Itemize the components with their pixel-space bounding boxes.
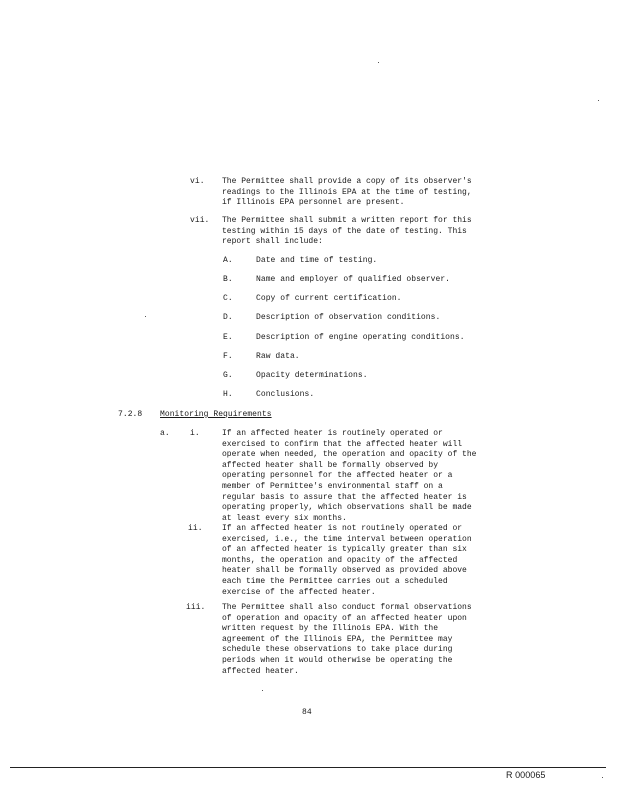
subitem-letter: E.: [223, 333, 233, 342]
item-iii-marker: iii.: [186, 603, 206, 612]
subitem-text: Opacity determinations.: [256, 371, 368, 380]
item-iii-text: The Permittee shall also conduct formal observations of operation and opacity of an affected heater upon written request by the Illinois EPA. With the agreement of the Illinois EPA, the Permittee may schedule these observations to take place during periods when it would otherwise be operating the affected heater.: [222, 603, 472, 676]
subitem-text: Raw data.: [256, 352, 300, 361]
section-number: 7.2.8: [118, 410, 143, 419]
subitem-letter: H.: [223, 390, 233, 399]
item-ii-marker: ii.: [188, 524, 203, 533]
item-i-marker: i.: [190, 429, 200, 438]
scan-speck: [145, 316, 146, 317]
subitem-text: Conclusions.: [256, 390, 315, 399]
subitem-text: Copy of current certification.: [256, 294, 402, 303]
subitem-letter: B.: [223, 275, 233, 284]
page-number: 84: [302, 708, 312, 717]
subitem-text: Date and time of testing.: [256, 256, 378, 265]
item-i-text: If an affected heater is routinely operated or exercised to confirm that the affected heater will operate when needed, the operation and opacity of the affected heater shall be formally observed by operating personnel for the affected heater or a member of Permittee's environmental staff on a regular basis to assure that the affected heater is operating properly, which observations shall be made at least every six months.: [222, 429, 477, 523]
item-vii-text: The Permittee shall submit a written report for this testing within 15 days of the date of testing. This report shall include:: [222, 216, 472, 247]
item-vi-text: The Permittee shall provide a copy of its observer's readings to the Illinois EPA at the time of testing, if Illinois EPA personnel are present.: [222, 177, 472, 208]
item-vii-marker: vii.: [190, 216, 210, 225]
section-title: Monitoring Requirements: [160, 410, 272, 419]
footer-rule: [10, 767, 606, 768]
scan-speck: [598, 100, 599, 101]
scan-speck: [262, 690, 263, 691]
item-vi-marker: vi.: [190, 177, 205, 186]
subitem-text: Description of observation conditions.: [256, 313, 441, 322]
item-ii-text: If an affected heater is not routinely operated or exercised, i.e., the time interval between operation of an affected heater is typically greater than six months, the operation and opacity of the affected heater shall be formally observed as provided above each time the Permittee carries out a scheduled exercise of the affected heater.: [222, 524, 472, 597]
subitem-letter: D.: [223, 313, 233, 322]
subitem-letter: A.: [223, 256, 233, 265]
subitem-text: Description of engine operating conditions.: [256, 333, 465, 342]
subitem-text: Name and employer of qualified observer.: [256, 275, 451, 284]
sub-letter: a.: [160, 429, 170, 438]
subitem-letter: G.: [223, 371, 233, 380]
scan-speck: [378, 62, 379, 63]
subitem-letter: F.: [223, 352, 233, 361]
bates-number: R 000065: [506, 770, 546, 780]
scan-speck: [602, 777, 603, 778]
subitem-letter: C.: [223, 294, 233, 303]
